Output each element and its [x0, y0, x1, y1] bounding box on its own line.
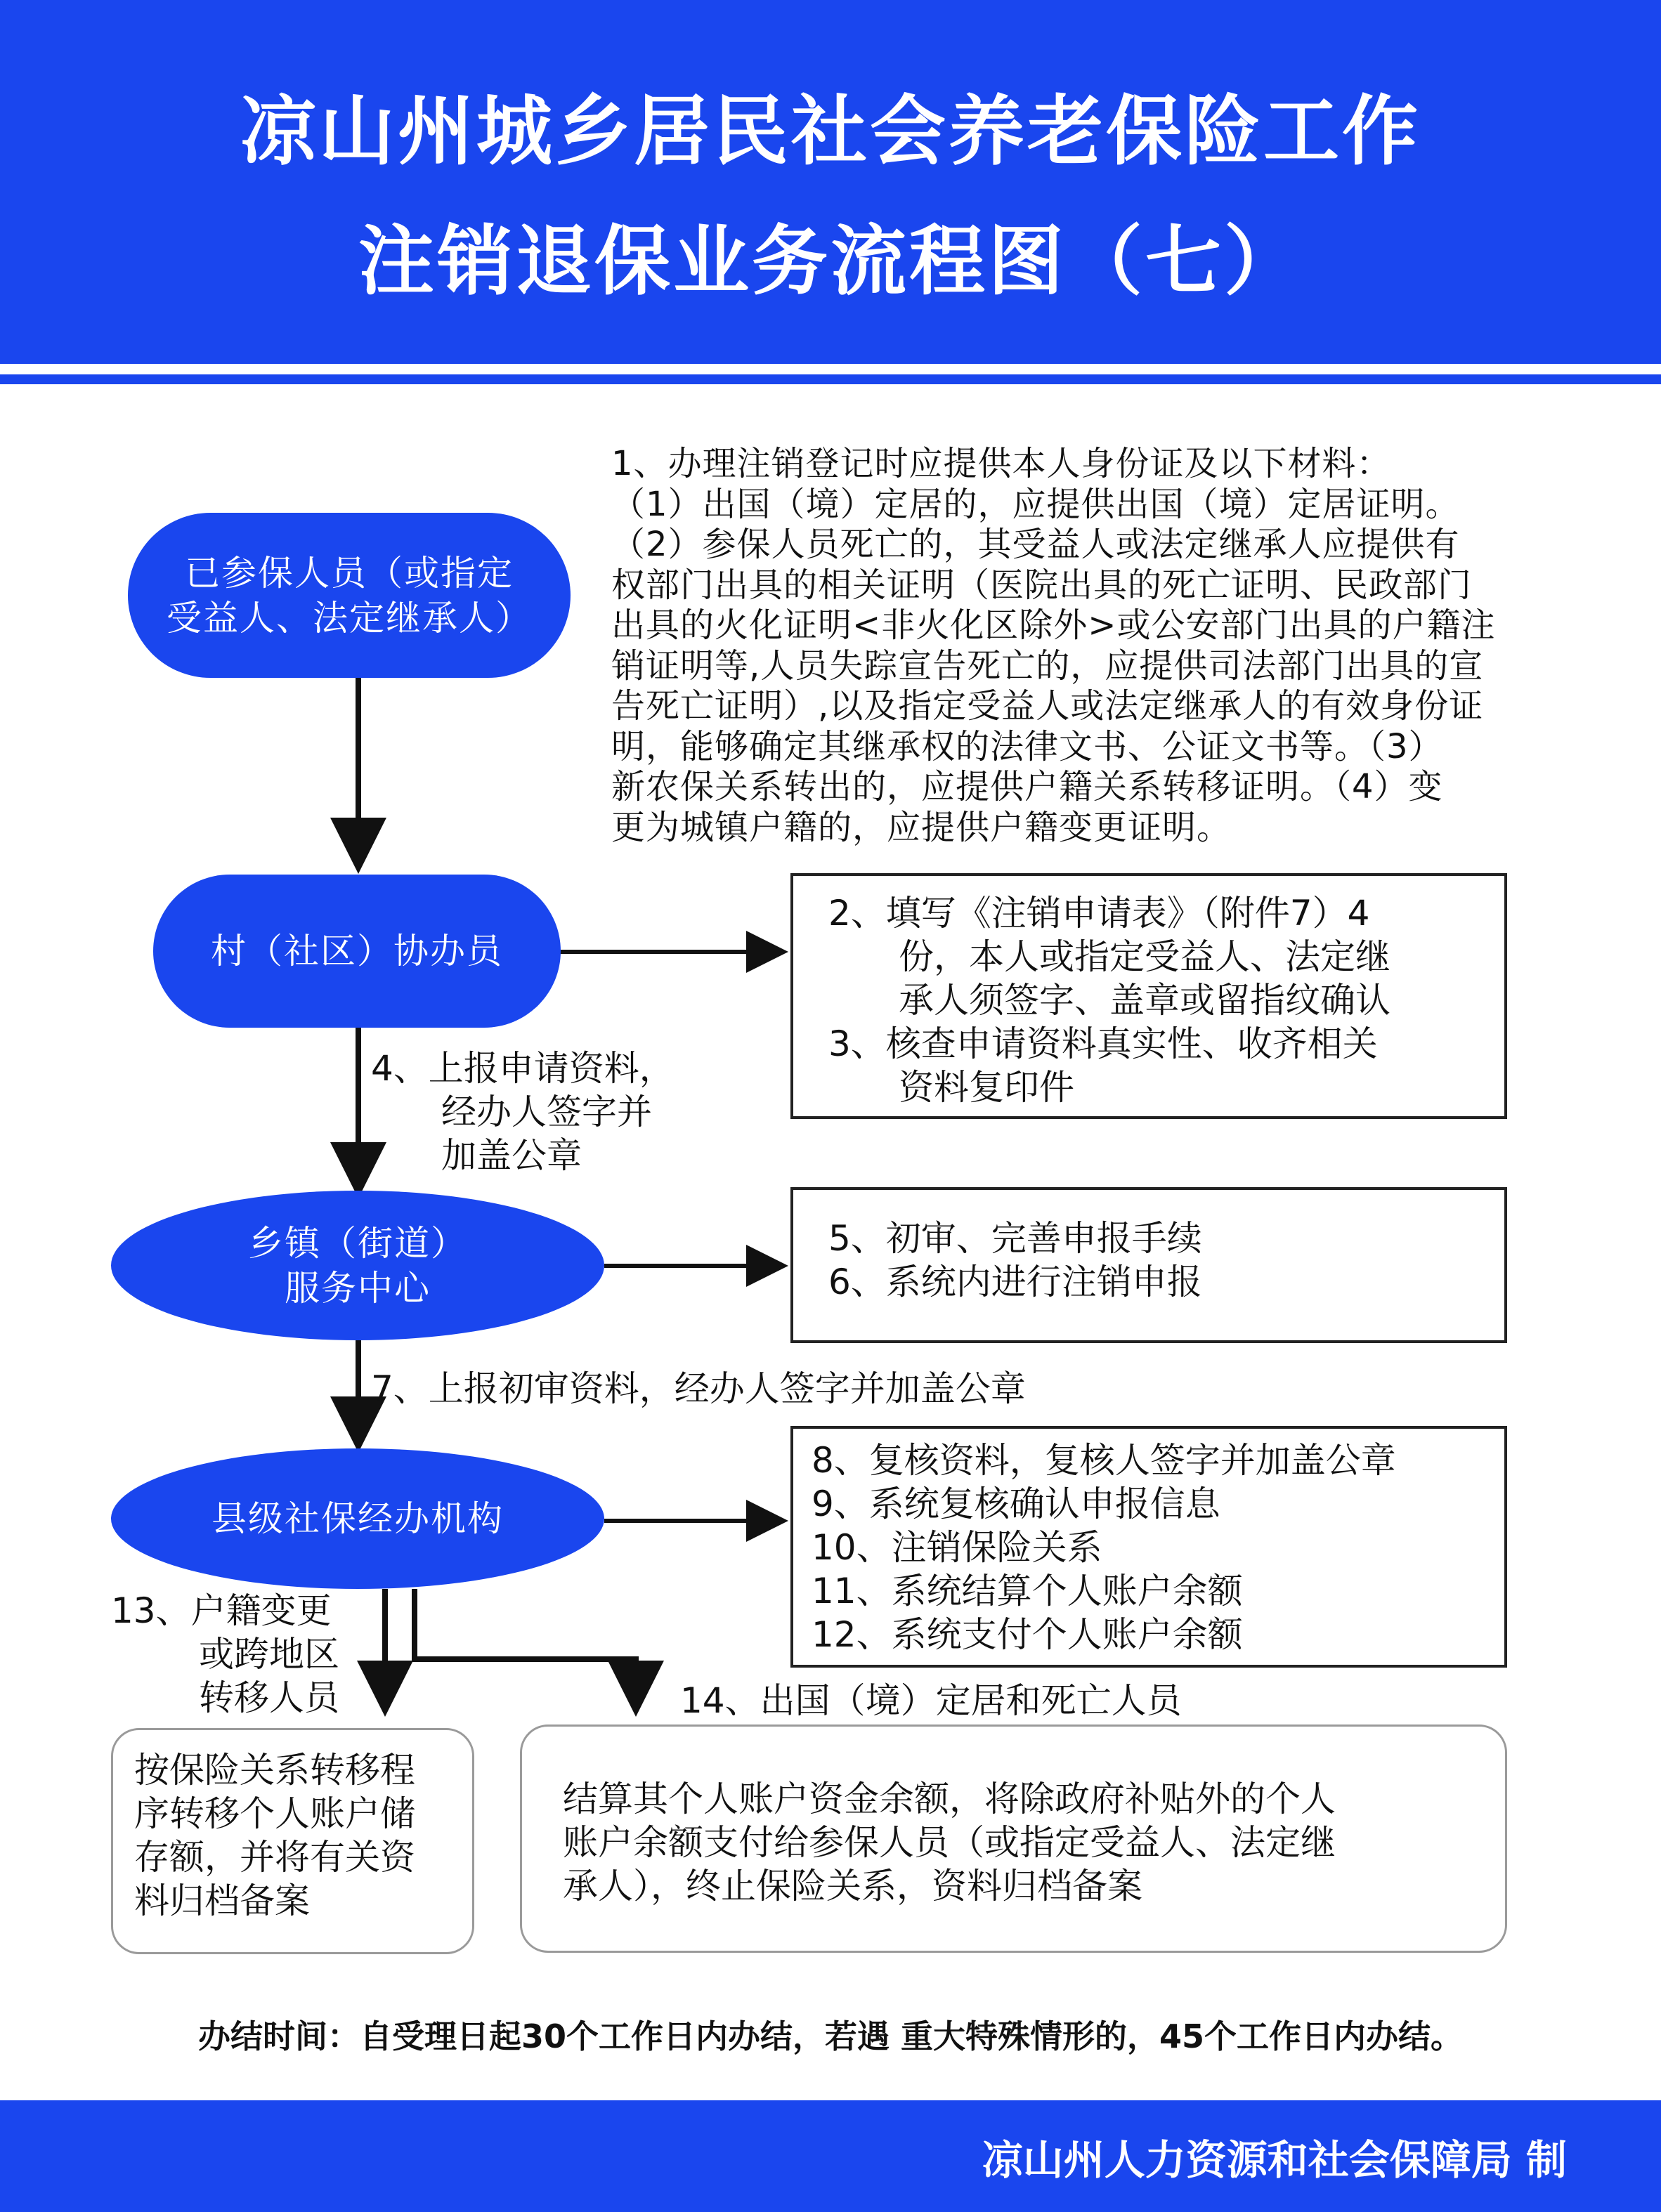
materials-line: 更为城镇户籍的，应提供户籍变更证明。 [611, 807, 1232, 847]
outcome-line: 料归档备案 [134, 1880, 310, 1921]
township-steps-box [790, 1187, 1507, 1343]
step-line: 3、核查申请资料真实性、收齐相关 [828, 1023, 1378, 1064]
outcome-line: 存额，并将有关资 [134, 1837, 415, 1878]
node-county-agency: 县级社保经办机构 [111, 1448, 604, 1589]
materials-note [611, 444, 1495, 848]
materials-line: 出具的火化证明<非火化区除外>或公安部门出具的户籍注 [611, 606, 1496, 645]
outcome-settle-box [520, 1725, 1507, 1953]
title-line-2: 注销退保业务流程图（七） [358, 218, 1303, 306]
outcome-line: 按保险关系转移程 [134, 1750, 415, 1791]
step-line: 9、系统复核确认申报信息 [812, 1484, 1220, 1524]
label-line: 加盖公章 [441, 1135, 582, 1176]
label-line: 经办人签字并 [441, 1092, 652, 1132]
step-line: 2、填写《注销申请表》（附件7）4 [828, 893, 1370, 934]
step-line: 8、复核资料，复核人签字并加盖公章 [812, 1440, 1396, 1481]
materials-line: 权部门出具的相关证明（医院出具的死亡证明、民政部门 [611, 565, 1473, 605]
label-line: 13、户籍变更 [111, 1590, 332, 1631]
materials-line: （1）出国（境）定居的，应提供出国（境）定居证明。 [611, 484, 1460, 524]
label-line: 转移人员 [199, 1677, 339, 1718]
outcome-line: 结算其个人账户资金余额，将除政府补贴外的个人 [563, 1779, 1336, 1819]
outcome-line: 承人），终止保险关系，资料归档备案 [563, 1866, 1142, 1906]
materials-line: 1、办理注销登记时应提供本人身份证及以下材料： [611, 444, 1391, 483]
arrow-county-to-settle [415, 1589, 636, 1706]
materials-line: （2）参保人员死亡的，其受益人或法定继承人应提供有 [611, 525, 1460, 564]
step-line: 12、系统支付个人账户余额 [812, 1614, 1243, 1655]
county-steps-box [790, 1426, 1507, 1668]
label-step13 [111, 1589, 339, 1720]
step-line: 10、注销保险关系 [812, 1527, 1102, 1568]
outcome-transfer-box [111, 1728, 474, 1954]
materials-line: 新农保关系转出的，应提供户籍关系转移证明。（4）变 [611, 767, 1443, 806]
step-line: 6、系统内进行注销申报 [828, 1262, 1202, 1302]
materials-line: 告死亡证明）,以及指定受益人或法定继承人的有效身份证 [611, 686, 1484, 726]
label-step7: 7、上报初审资料，经办人签字并加盖公章 [371, 1368, 1026, 1409]
issuer-label: 凉山州人力资源和社会保障局 制 [982, 2135, 1567, 2184]
node-village-assistant: 村（社区）协办员 [153, 875, 561, 1028]
materials-line: 明，能够确定其继承权的法律文书、公证文书等。（3） [611, 726, 1443, 766]
processing-time-note: 办结时间：自受理日起30个工作日内办结，若遇 重大特殊情形的，45个工作日内办结。 [197, 2017, 1464, 2055]
step-line: 份，本人或指定受益人、法定继 [899, 936, 1390, 977]
title-line-1: 凉山州城乡居民社会养老保险工作 [240, 88, 1421, 176]
node-township-center: 乡镇（街道） 服务中心 [111, 1191, 604, 1340]
node-applicant: 已参保人员（或指定 受益人、法定继承人） [128, 513, 571, 678]
outcome-line: 账户余额支付给参保人员（或指定受益人、法定继 [563, 1822, 1336, 1863]
label-step4 [371, 1047, 675, 1177]
label-step14: 14、出国（境）定居和死亡人员 [680, 1680, 1182, 1721]
label-line: 4、上报申请资料， [371, 1048, 675, 1089]
label-line: 或跨地区 [199, 1634, 339, 1675]
outcome-line: 序转移个人账户储 [134, 1793, 415, 1834]
step-line: 资料复印件 [899, 1067, 1074, 1108]
step-line: 承人须签字、盖章或留指纹确认 [899, 980, 1390, 1021]
step-line: 5、初审、完善申报手续 [828, 1218, 1202, 1259]
materials-line: 销证明等,人员失踪宣告死亡的，应提供司法部门出具的宣 [611, 646, 1484, 686]
step-line: 11、系统结算个人账户余额 [812, 1571, 1243, 1611]
village-steps-box [790, 873, 1507, 1119]
